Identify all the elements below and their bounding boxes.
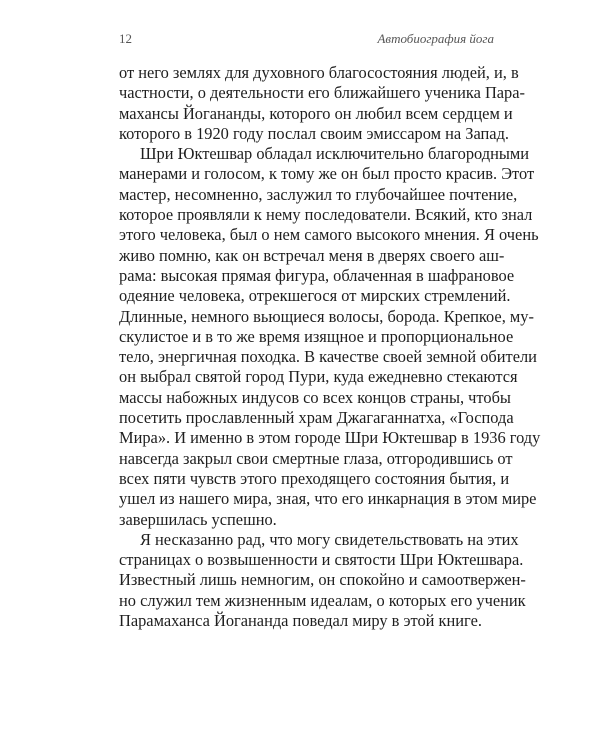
text-line: живо помню, как он встречал меня в дверях своего аш-: [119, 245, 505, 265]
text-line: этого человека, был о нем самого высокого мнения. Я очень: [119, 225, 539, 245]
text-line: рама: высокая прямая фигура, облаченная в шафрановое: [119, 265, 515, 285]
text-line: махансы Йогананды, которого он любил всем сердцем и: [119, 103, 513, 123]
text-line: массы набожных индусов со всех концов страны, чтобы: [119, 387, 511, 407]
text-line: Мира». И именно в этом городе Шри Юктешвар в 1936 году: [119, 428, 541, 448]
running-head: Автобиография йога: [377, 31, 494, 46]
text-line: он выбрал святой город Пури, куда ежедневно стекаются: [119, 367, 518, 387]
text-line: скулистое и в то же время изящное и пропорциональное: [119, 326, 514, 346]
paragraph: [119, 63, 525, 144]
paragraph: [119, 529, 526, 631]
text-line: навсегда закрыл свои смертные глаза, отгородившись от: [119, 448, 513, 468]
text-line: Длинные, немного вьющиеся волосы, борода. Крепкое, му-: [119, 306, 534, 326]
text-line: которое проявляли к нему последователи. Всякий, кто знал: [119, 205, 533, 225]
page-header: [119, 31, 494, 51]
text-line: от него землях для духовного благосостояния людей, и, в: [119, 63, 519, 82]
text-line: частности, о деятельности его ближайшего ученика Пара-: [119, 83, 525, 103]
paragraph: [119, 144, 541, 530]
text-line: ушел из нашего мира, зная, что его инкарнация в этом мире: [119, 489, 537, 509]
text-line: всех пяти чувств этого преходящего состояния бытия, и: [119, 468, 510, 488]
page-number: 12: [119, 31, 132, 46]
text-line: Известный лишь немногим, он спокойно и самоотвержен-: [119, 570, 526, 590]
text-line: Парамаханса Йогананда поведал миру в этой книге.: [119, 611, 482, 631]
text-line: страницах о возвышенности и святости Шри Юктешвара.: [119, 550, 524, 570]
text-line: посетить прославленный храм Джагаганнатха, «Господа: [119, 408, 514, 428]
text-line: но служил тем жизненным идеалам, о которых его ученик: [119, 590, 526, 610]
text-line: манерами и голосом, к тому же он был просто красив. Этот: [119, 164, 535, 184]
text-line: тело, энергичная походка. В качестве своей земной обители: [119, 347, 537, 367]
text-line: завершилась успешно.: [119, 509, 277, 529]
text-line: которого в 1920 году послал своим эмиссаром на Запад.: [119, 123, 510, 143]
text-line: одеяние человека, отрекшегося от мирских стремлений.: [119, 286, 511, 306]
text-line: Шри Юктешвар обладал исключительно благородными: [140, 144, 530, 164]
text-line: мастер, несомненно, заслужил то глубочайшее почтение,: [119, 184, 518, 204]
body-text: [119, 63, 541, 631]
text-line: Я несказанно рад, что могу свидетельствовать на этих: [140, 529, 519, 549]
